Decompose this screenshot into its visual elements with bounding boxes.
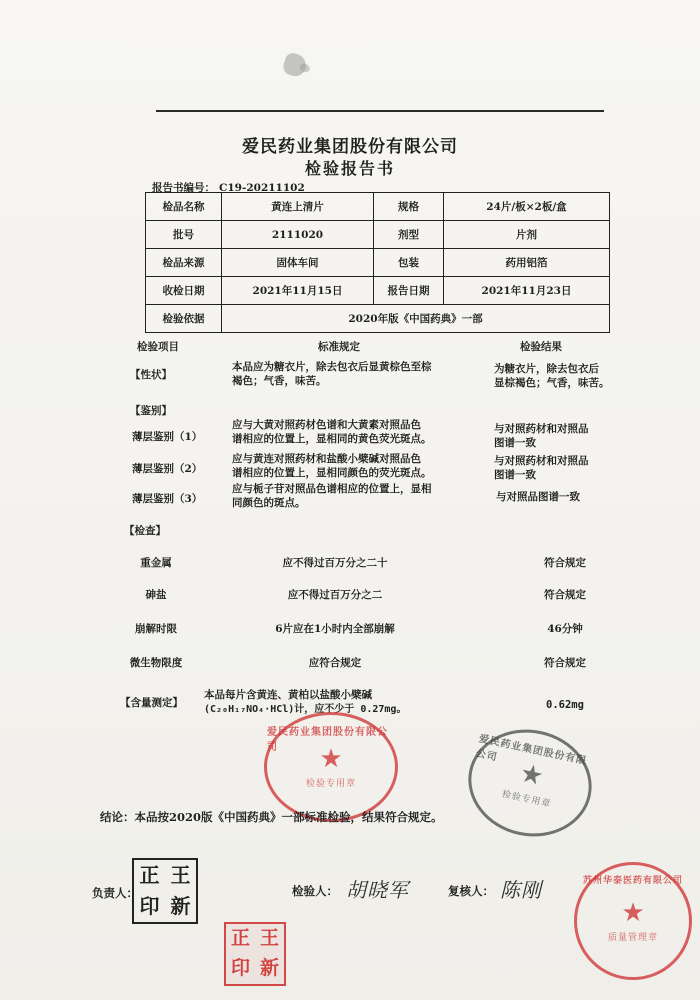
personal-seal-red <box>224 922 286 986</box>
identification-standard-1-line2: 谱相应的位置上，显相同的黄色荧光斑点。 <box>232 433 432 445</box>
identification-result-3: 与对照品图谱一致 <box>496 491 580 503</box>
check-item-microbial: 微生物限度 <box>129 657 183 669</box>
batch: 2111020 <box>222 221 374 249</box>
header-item: 检验项目 <box>137 341 179 353</box>
identification-standard-3-line2: 同颜色的斑点。 <box>232 497 306 509</box>
report-date: 2021年11月23日 <box>444 277 610 305</box>
header-rule <box>156 110 604 112</box>
seal-char: 正 <box>139 863 160 887</box>
identification-item-2: 薄层鉴别（2） <box>132 463 203 475</box>
table-row <box>146 193 610 221</box>
character-standard-line1: 本品应为糖衣片，除去包衣后显黄棕色至棕 <box>232 361 432 373</box>
source: 固体车间 <box>222 249 374 277</box>
check-standard-disintegration: 6片应在1小时内全部崩解 <box>275 623 395 635</box>
reviewer-label: 复核人： <box>448 884 494 898</box>
check-result-disintegration: 46分钟 <box>547 623 583 635</box>
spec: 24片/板×2板/盒 <box>444 193 610 221</box>
company-title: 爱民药业集团股份有限公司 <box>242 137 458 157</box>
seal-sub-text: 检验专用章 <box>305 778 356 789</box>
seal-star-icon: ★ <box>517 757 547 792</box>
table-row <box>146 305 610 333</box>
check-result-arsenic: 符合规定 <box>544 589 586 601</box>
character-result-line1: 为糖衣片，除去包衣后 <box>494 363 599 375</box>
identification-item-3: 薄层鉴别（3） <box>132 493 203 505</box>
identification-result-1-line1: 与对照药材和对照品 <box>494 423 589 435</box>
product-name: 黄连上清片 <box>222 193 374 221</box>
character-result-line2: 显棕褐色；气香，味苦。 <box>494 377 610 389</box>
inspector-label: 检验人： <box>292 884 338 898</box>
seal-sub-text: 质量管理章 <box>607 932 658 943</box>
header-standard: 标准规定 <box>318 341 360 353</box>
check-result-microbial: 符合规定 <box>544 657 586 669</box>
company-seal-red <box>574 862 692 980</box>
seal-ring-text: 苏州华泰医药有限公司 <box>582 876 683 886</box>
conclusion: 结论：本品按2020版《中国药典》一部标准检验，结果符合规定。 <box>100 810 443 824</box>
inspector-signature: 胡晓军 <box>346 878 409 902</box>
seal-char: 王 <box>170 863 191 887</box>
spec-label: 规格 <box>374 193 444 221</box>
seal-star-icon: ★ <box>621 897 645 928</box>
reviewer-signature: 陈刚 <box>500 878 542 902</box>
table-row <box>146 277 610 305</box>
quality-seal-red <box>264 712 398 822</box>
identification-standard-3-line1: 应与栀子苷对照品色谱相应的位置上，显相 <box>232 483 432 495</box>
seal-ring-text: 爱民药业集团股份有限公司 <box>474 733 588 768</box>
header-result: 检验结果 <box>520 341 562 353</box>
seal-sub-text: 检验专用章 <box>501 789 553 810</box>
form-label: 剂型 <box>374 221 444 249</box>
table-row <box>146 249 610 277</box>
info-table <box>145 192 610 333</box>
identification-standard-2-line2: 谱相应的位置上，显相同颜色的荧光斑点。 <box>232 467 432 479</box>
seal-star-icon: ★ <box>319 743 343 774</box>
seal-char: 新 <box>259 957 279 979</box>
seal-char: 印 <box>230 957 250 979</box>
identification-standard-1-line1: 应与大黄对照药材色谱和大黄素对照品色 <box>232 419 421 431</box>
check-item-heavy-metal: 重金属 <box>140 557 172 569</box>
identification-result-1-line2: 图谱一致 <box>494 437 536 449</box>
personal-seal-black <box>132 858 198 924</box>
basis: 2020年版《中国药典》一部 <box>222 305 610 333</box>
quality-seal-gray <box>458 718 601 847</box>
form: 片剂 <box>444 221 610 249</box>
package: 药用铝箔 <box>444 249 610 277</box>
product-name-label: 检品名称 <box>146 193 222 221</box>
seal-char: 王 <box>259 927 279 949</box>
assay-result: 0.62mg <box>546 699 584 711</box>
check-item-arsenic: 砷盐 <box>145 589 167 601</box>
report-date-label: 报告日期 <box>374 277 444 305</box>
source-label: 检品来源 <box>146 249 222 277</box>
table-row <box>146 221 610 249</box>
seal-char: 印 <box>139 894 160 918</box>
report-number-label: 报告书编号： <box>152 182 215 194</box>
character-standard-line2: 褐色；气香，味苦。 <box>232 375 327 387</box>
check-standard-microbial: 应符合规定 <box>308 657 362 669</box>
report-title: 检验报告书 <box>304 159 395 178</box>
assay-standard-line1: 本品每片含黄连、黄柏以盐酸小檗碱 <box>204 689 372 701</box>
identification-result-2-line2: 图谱一致 <box>494 469 536 481</box>
responsible-label: 负责人： <box>92 886 138 900</box>
section-character: 【性状】 <box>130 369 172 381</box>
check-result-heavy-metal: 符合规定 <box>544 557 586 569</box>
section-checks: 【检查】 <box>124 525 166 537</box>
check-standard-heavy-metal: 应不得过百万分之二十 <box>282 557 388 569</box>
basis-label: 检验依据 <box>146 305 222 333</box>
package-label: 包装 <box>374 249 444 277</box>
section-identification: 【鉴别】 <box>130 405 172 417</box>
receive-date-label: 收检日期 <box>146 277 222 305</box>
batch-label: 批号 <box>146 221 222 249</box>
report-number-value: C19-20211102 <box>219 182 305 194</box>
seal-ring-text: 爱民药业集团股份有限公司 <box>267 727 388 753</box>
seal-char: 正 <box>230 927 250 949</box>
receive-date: 2021年11月15日 <box>222 277 374 305</box>
identification-item-1: 薄层鉴别（1） <box>132 431 203 443</box>
check-item-disintegration: 崩解时限 <box>135 623 177 635</box>
identification-result-2-line1: 与对照药材和对照品 <box>494 455 589 467</box>
assay-standard-line2: (C₂₀H₁₇NO₄·HCl)计，应不少于 0.27mg。 <box>204 704 407 715</box>
section-assay: 【含量测定】 <box>120 697 183 709</box>
check-standard-arsenic: 应不得过百万分之二 <box>287 589 383 601</box>
seal-char: 新 <box>170 894 191 918</box>
identification-standard-2-line1: 应与黄连对照药材和盐酸小檗碱对照品色 <box>232 453 421 465</box>
